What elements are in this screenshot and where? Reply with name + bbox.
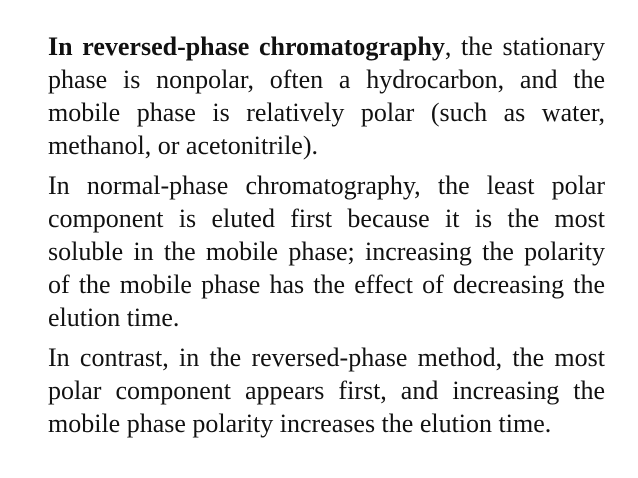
slide-body <box>48 30 605 447</box>
bold-term-reversed-phase: In reversed-phase chromatography <box>48 32 445 61</box>
paragraph-contrast: In contrast, in the reversed-phase method, the most polar component appears first, and increasing the mobile phase polarity increases the elution time. <box>48 343 605 438</box>
paragraph-reversed-phase <box>48 30 605 162</box>
paragraph-reversed-phase-rest: , the stationary phase is nonpolar, often a hydrocarbon, and the mobile phase is relatively polar (such as water, methanol, or acetonitrile). <box>48 32 605 160</box>
paragraph-normal-phase: In normal-phase chromatography, the least polar component is eluted first because it is the most soluble in the mobile phase; increasing the polarity of the mobile phase has the effect of decreasing the elution time. <box>48 171 605 332</box>
